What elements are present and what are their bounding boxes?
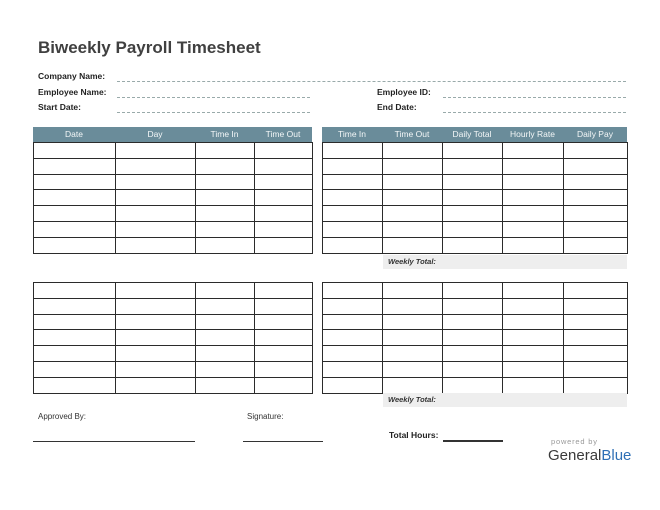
table-cell[interactable] <box>503 206 564 222</box>
table-cell[interactable] <box>323 206 383 222</box>
table-cell[interactable] <box>323 377 383 393</box>
table-cell[interactable] <box>503 314 564 330</box>
table-cell[interactable] <box>443 377 503 393</box>
table-cell[interactable] <box>564 158 628 174</box>
employee-id-label: Employee ID: <box>377 87 431 97</box>
table-cell[interactable] <box>383 158 443 174</box>
table-cell[interactable] <box>383 174 443 190</box>
table-row <box>34 237 313 253</box>
table-row <box>323 174 628 190</box>
col-day: Day <box>147 129 163 139</box>
table-cell[interactable] <box>255 143 313 159</box>
table-row <box>323 237 628 253</box>
table-cell[interactable] <box>503 143 564 159</box>
table-row <box>323 314 628 330</box>
table-cell[interactable] <box>443 346 503 362</box>
table-cell[interactable] <box>383 361 443 377</box>
table-row <box>34 330 313 346</box>
signature-label: Signature: <box>247 412 284 421</box>
table-cell[interactable] <box>564 361 628 377</box>
page-title: Biweekly Payroll Timesheet <box>38 38 261 57</box>
table-cell[interactable] <box>255 174 313 190</box>
table-cell[interactable] <box>116 206 196 222</box>
table-row <box>323 330 628 346</box>
table-cell[interactable] <box>383 237 443 253</box>
table-cell[interactable] <box>34 158 116 174</box>
table-cell[interactable] <box>564 174 628 190</box>
table-cell[interactable] <box>323 190 383 206</box>
week2-total-label: Weekly Total: <box>388 395 436 404</box>
table-cell[interactable] <box>564 190 628 206</box>
table-cell[interactable] <box>443 206 503 222</box>
table-cell[interactable] <box>255 237 313 253</box>
table-cell[interactable] <box>116 361 196 377</box>
table-cell[interactable] <box>196 346 255 362</box>
table-cell[interactable] <box>34 361 116 377</box>
table-cell[interactable] <box>564 206 628 222</box>
table-row <box>34 298 313 314</box>
table-cell[interactable] <box>443 174 503 190</box>
table-cell[interactable] <box>383 314 443 330</box>
table-cell[interactable] <box>443 330 503 346</box>
table-cell[interactable] <box>116 330 196 346</box>
table-cell[interactable] <box>323 298 383 314</box>
col-time-out-2: Time Out <box>394 129 430 139</box>
table-cell[interactable] <box>503 283 564 299</box>
table-cell[interactable] <box>383 190 443 206</box>
table-cell[interactable] <box>503 298 564 314</box>
employee-id-field[interactable] <box>443 97 626 98</box>
table-cell[interactable] <box>255 283 313 299</box>
col-time-in: Time In <box>210 129 239 139</box>
table-cell[interactable] <box>196 221 255 237</box>
table-cell[interactable] <box>564 346 628 362</box>
table-cell[interactable] <box>255 206 313 222</box>
approved-by-line[interactable] <box>33 441 195 442</box>
table-cell[interactable] <box>323 283 383 299</box>
table-cell[interactable] <box>116 158 196 174</box>
table-row <box>323 346 628 362</box>
table-cell[interactable] <box>196 361 255 377</box>
table-cell[interactable] <box>196 298 255 314</box>
table-cell[interactable] <box>564 330 628 346</box>
table-cell[interactable] <box>116 143 196 159</box>
table-row <box>323 377 628 393</box>
week1-total-label: Weekly Total: <box>388 257 436 266</box>
table-cell[interactable] <box>116 237 196 253</box>
table-cell[interactable] <box>323 237 383 253</box>
table-cell[interactable] <box>34 314 116 330</box>
table-cell[interactable] <box>564 283 628 299</box>
table-cell[interactable] <box>323 143 383 159</box>
employee-name-field[interactable] <box>117 97 310 98</box>
table-row <box>34 361 313 377</box>
table-cell[interactable] <box>116 190 196 206</box>
table-cell[interactable] <box>564 314 628 330</box>
table-row <box>34 206 313 222</box>
start-date-field[interactable] <box>117 112 310 113</box>
table-cell[interactable] <box>34 283 116 299</box>
table-cell[interactable] <box>323 361 383 377</box>
table-cell[interactable] <box>564 221 628 237</box>
table-cell[interactable] <box>116 314 196 330</box>
table-cell[interactable] <box>503 330 564 346</box>
col-daily-total: Daily Total <box>452 129 492 139</box>
table-cell[interactable] <box>116 174 196 190</box>
table-cell[interactable] <box>564 298 628 314</box>
week2-right-grid <box>322 282 628 394</box>
table-cell[interactable] <box>196 377 255 393</box>
table-cell[interactable] <box>443 298 503 314</box>
total-hours-line[interactable] <box>443 440 503 442</box>
table-cell[interactable] <box>323 221 383 237</box>
generalblue-logo <box>548 447 631 464</box>
table-row <box>323 158 628 174</box>
table-cell[interactable] <box>34 330 116 346</box>
table-cell[interactable] <box>34 206 116 222</box>
table-cell[interactable] <box>34 143 116 159</box>
table-cell[interactable] <box>383 206 443 222</box>
start-date-label: Start Date: <box>38 102 81 112</box>
table-cell[interactable] <box>116 346 196 362</box>
table-cell[interactable] <box>383 143 443 159</box>
table-cell[interactable] <box>255 190 313 206</box>
table-cell[interactable] <box>34 190 116 206</box>
table-cell[interactable] <box>196 158 255 174</box>
end-date-field[interactable] <box>443 112 626 113</box>
table-cell[interactable] <box>34 377 116 393</box>
table-row <box>34 190 313 206</box>
table-row <box>34 377 313 393</box>
table-cell[interactable] <box>323 158 383 174</box>
left-column-header <box>33 127 312 142</box>
table-row <box>323 361 628 377</box>
table-cell[interactable] <box>196 330 255 346</box>
company-name-field[interactable] <box>117 81 626 82</box>
brand-part1: General <box>548 447 602 464</box>
table-cell[interactable] <box>383 221 443 237</box>
table-cell[interactable] <box>255 314 313 330</box>
table-cell[interactable] <box>443 221 503 237</box>
table-row <box>34 143 313 159</box>
col-daily-pay: Daily Pay <box>577 129 613 139</box>
table-cell[interactable] <box>255 377 313 393</box>
table-cell[interactable] <box>196 174 255 190</box>
table-cell[interactable] <box>564 143 628 159</box>
table-cell[interactable] <box>503 221 564 237</box>
table-cell[interactable] <box>503 237 564 253</box>
table-cell[interactable] <box>503 361 564 377</box>
table-cell[interactable] <box>255 298 313 314</box>
table-cell[interactable] <box>443 361 503 377</box>
table-cell[interactable] <box>564 237 628 253</box>
table-cell[interactable] <box>196 143 255 159</box>
table-row <box>34 346 313 362</box>
table-row <box>323 190 628 206</box>
table-cell[interactable] <box>116 377 196 393</box>
table-cell[interactable] <box>255 330 313 346</box>
table-row <box>34 221 313 237</box>
table-cell[interactable] <box>34 298 116 314</box>
table-cell[interactable] <box>34 237 116 253</box>
table-cell[interactable] <box>323 314 383 330</box>
table-cell[interactable] <box>383 298 443 314</box>
table-cell[interactable] <box>255 361 313 377</box>
table-row <box>323 298 628 314</box>
table-cell[interactable] <box>503 190 564 206</box>
right-column-header <box>322 127 627 142</box>
table-cell[interactable] <box>503 158 564 174</box>
end-date-label: End Date: <box>377 102 417 112</box>
table-cell[interactable] <box>116 298 196 314</box>
table-cell[interactable] <box>443 158 503 174</box>
col-time-out: Time Out <box>265 129 301 139</box>
table-cell[interactable] <box>383 330 443 346</box>
table-cell[interactable] <box>443 237 503 253</box>
table-cell[interactable] <box>443 190 503 206</box>
table-cell[interactable] <box>196 314 255 330</box>
table-cell[interactable] <box>255 346 313 362</box>
table-row <box>34 314 313 330</box>
table-row <box>323 206 628 222</box>
table-cell[interactable] <box>443 314 503 330</box>
table-cell[interactable] <box>323 174 383 190</box>
table-cell[interactable] <box>564 377 628 393</box>
table-row <box>34 283 313 299</box>
table-cell[interactable] <box>116 221 196 237</box>
table-cell[interactable] <box>503 377 564 393</box>
table-row <box>323 283 628 299</box>
table-cell[interactable] <box>34 174 116 190</box>
week1-right-grid <box>322 142 628 254</box>
table-row <box>323 221 628 237</box>
col-time-in-2: Time In <box>337 129 367 139</box>
table-cell[interactable] <box>383 346 443 362</box>
table-cell[interactable] <box>323 346 383 362</box>
table-cell[interactable] <box>116 283 196 299</box>
week2-left-grid <box>33 282 313 394</box>
table-cell[interactable] <box>503 174 564 190</box>
employee-name-label: Employee Name: <box>38 87 107 97</box>
table-cell[interactable] <box>196 237 255 253</box>
table-cell[interactable] <box>383 377 443 393</box>
col-date: Date <box>65 129 83 139</box>
col-hourly-rate: Hourly Rate <box>510 129 555 139</box>
table-row <box>34 158 313 174</box>
table-cell[interactable] <box>443 283 503 299</box>
total-hours-label: Total Hours: <box>389 430 439 440</box>
table-row <box>323 143 628 159</box>
table-cell[interactable] <box>196 206 255 222</box>
table-cell[interactable] <box>196 283 255 299</box>
table-cell[interactable] <box>34 221 116 237</box>
table-cell[interactable] <box>383 283 443 299</box>
table-cell[interactable] <box>255 158 313 174</box>
signature-line[interactable] <box>243 441 323 442</box>
week1-left-grid <box>33 142 313 254</box>
table-cell[interactable] <box>255 221 313 237</box>
table-cell[interactable] <box>196 190 255 206</box>
powered-by-text: powered by <box>551 437 598 446</box>
brand-part2: Blue <box>601 447 632 464</box>
table-cell[interactable] <box>323 330 383 346</box>
approved-by-label: Approved By: <box>38 412 87 421</box>
table-cell[interactable] <box>503 346 564 362</box>
table-cell[interactable] <box>443 143 503 159</box>
company-name-label: Company Name: <box>38 71 106 81</box>
table-cell[interactable] <box>34 346 116 362</box>
table-row <box>34 174 313 190</box>
